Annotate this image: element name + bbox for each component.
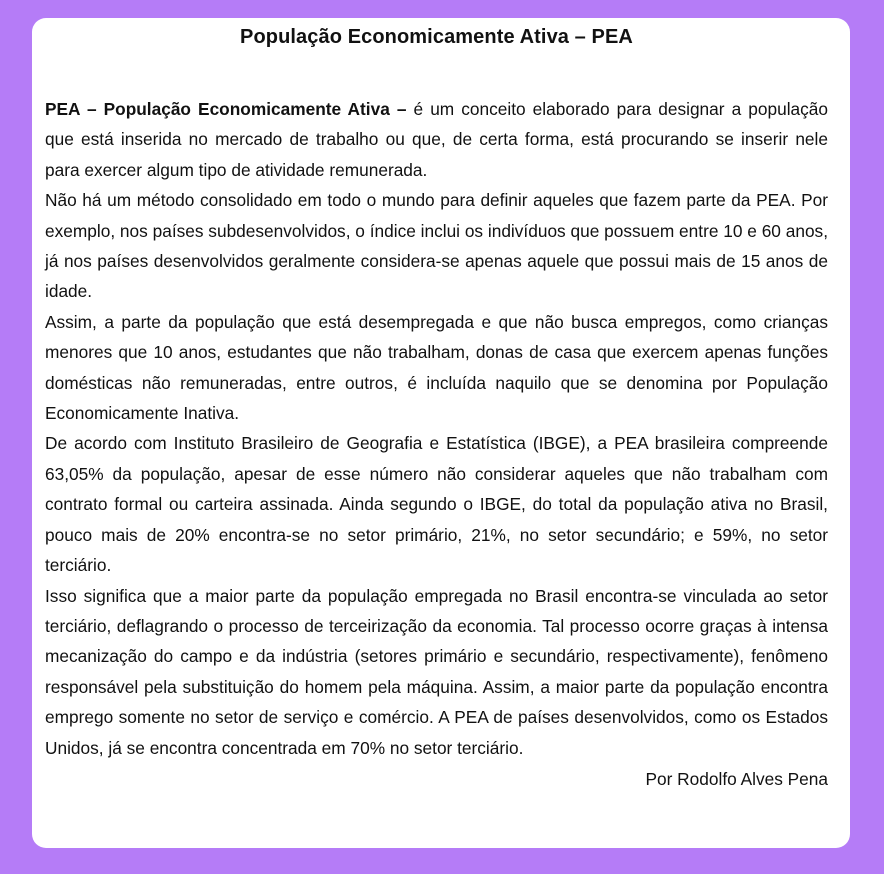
article-card [32,18,850,848]
paragraph-text: é um conceito elaborado para designar a população que está inserida no mercado de trabalho ou que, de certa forma, está procurando se inserir nele para exercer algum tipo de atividade remunerada. [45,99,829,180]
paragraph-text: Assim, a parte da população que está desempregada e que não busca empregos, como crianças menores que 10 anos, estudantes que não trabalham, donas de casa que exercem apenas funções domésticas não remuneradas, entre outros, é incluída naquilo que se denomina por População Economicamente Inativa. [45,311,828,424]
paragraph-text: Isso significa que a maior parte da população empregada no Brasil encontra-se vinculada ao setor terciário, deflagrando o processo de terceirização da economia. Tal processo ocorre graças à intensa mecanização do campo e da indústria (setores primário e secundário, respectivamente), fenômeno responsável pela substituição do homem pela máquina. Assim, a maior parte da população encontra emprego somente no setor de serviço e comércio. A PEA de países desenvolvidos, como os Estados Unidos, já se encontra concentrada em 70% no setor terciário. [45,585,828,758]
paragraph [45,581,828,763]
paragraph-text: Não há um método consolidado em todo o mundo para definir aqueles que fazem parte da PEA. Por exemplo, nos países subdesenvolvidos, o índice inclui os indivíduos que possuem entre 10 e 60 anos, já nos países desenvolvidos geralmente considera-se apenas aquele que possui mais de 15 anos de idade. [45,190,828,302]
author-credit: Por Rodolfo Alves Pena [645,768,828,789]
paragraph-lead: PEA – População Economicamente Ativa – [45,99,407,119]
paragraph [45,185,828,307]
paragraph [45,428,828,580]
paragraph [45,94,828,185]
paragraph [45,307,828,429]
article-title: População Economicamente Ativa – PEA [240,26,633,48]
paragraph-text: De acordo com Instituto Brasileiro de Geografia e Estatística (IBGE), a PEA brasileira compreende 63,05% da população, apesar de esse número não considerar aqueles que não trabalham com contrato formal ou carteira assinada. Ainda segundo o IBGE, do total da população ativa no Brasil, pouco mais de 20% encontra-se no setor primário, 21%, no setor secundário; e 59%, no setor terciário. [45,433,828,576]
article-body [45,94,828,763]
